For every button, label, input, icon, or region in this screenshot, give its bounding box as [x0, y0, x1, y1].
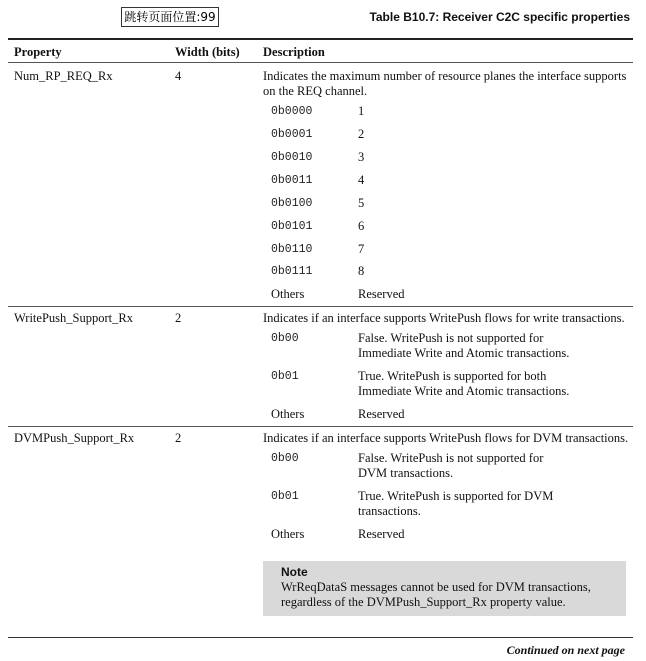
row2-meaning-0: False. WritePush is not supported for Immediate Write and Atomic transactions.: [358, 331, 570, 360]
row1-code-4: 0b0100: [271, 197, 313, 210]
row1-code-2: 0b0010: [271, 151, 313, 164]
row2-meaning-2: Reserved: [358, 407, 405, 421]
row1-property: Num_RP_REQ_Rx: [14, 69, 113, 83]
row3-meaning-0: False. WritePush is not supported for DVM transactions.: [358, 451, 544, 480]
row1-code-5: 0b0101: [271, 220, 313, 233]
row3-width: 2: [175, 431, 182, 445]
table-caption: Table B10.7: Receiver C2C specific properties: [369, 10, 630, 24]
row1-meaning-5: 6: [358, 219, 365, 233]
row1-meaning-3: 4: [358, 173, 365, 187]
row1-code-8: Others: [271, 287, 305, 301]
row1-meaning-0: 1: [358, 104, 365, 118]
row1-meaning-4: 5: [358, 196, 365, 210]
row2-code-1: 0b01: [271, 370, 299, 383]
note-text: WrReqDataS messages cannot be used for DVM transactions, regardless of the DVMPush_Support_Rx property value.: [281, 580, 591, 609]
row1-code-0: 0b0000: [271, 105, 313, 118]
row2-width: 2: [175, 311, 182, 325]
row-divider-1: [8, 306, 633, 307]
note-box: [263, 561, 626, 616]
row2-description: Indicates if an interface supports WritePush flows for write transactions.: [263, 311, 625, 325]
row1-meaning-7: 8: [358, 264, 365, 278]
row3-property: DVMPush_Support_Rx: [14, 431, 135, 445]
row2-code-2: Others: [271, 407, 305, 421]
row3-description: Indicates if an interface supports WritePush flows for DVM transactions.: [263, 431, 629, 445]
row2-property: WritePush_Support_Rx: [14, 311, 133, 325]
header-width: Width (bits): [175, 45, 240, 59]
row1-code-7: 0b0111: [271, 265, 313, 278]
row1-meaning-1: 2: [358, 127, 365, 141]
row1-width: 4: [175, 69, 182, 83]
table-top-rule: [8, 38, 633, 40]
row3-code-0: 0b00: [271, 452, 299, 465]
row1-meaning-8: Reserved: [358, 287, 405, 301]
row2-meaning-1: True. WritePush is supported for both Immediate Write and Atomic transactions.: [358, 369, 570, 398]
continued-note: Continued on next page: [506, 643, 625, 657]
row1-code-6: 0b0110: [271, 243, 313, 256]
header-property: Property: [14, 45, 62, 59]
row3-meaning-1: True. WritePush is supported for DVM transactions.: [358, 489, 554, 518]
header-description: Description: [263, 45, 325, 59]
table-bottom-rule: [8, 637, 633, 638]
row1-code-1: 0b0001: [271, 128, 313, 141]
jump-to-page-button[interactable]: 跳转页面位置:99: [121, 7, 219, 27]
row1-meaning-6: 7: [358, 242, 365, 256]
row3-code-1: 0b01: [271, 490, 299, 503]
header-rule: [8, 62, 633, 63]
row2-code-0: 0b00: [271, 332, 299, 345]
row1-description: Indicates the maximum number of resource planes the interface supports on the REQ channel.: [263, 69, 627, 98]
row3-meaning-2: Reserved: [358, 527, 405, 541]
row1-meaning-2: 3: [358, 150, 365, 164]
note-title: Note: [281, 565, 308, 579]
row3-code-2: Others: [271, 527, 305, 541]
row1-code-3: 0b0011: [271, 174, 313, 187]
row-divider-2: [8, 426, 633, 427]
